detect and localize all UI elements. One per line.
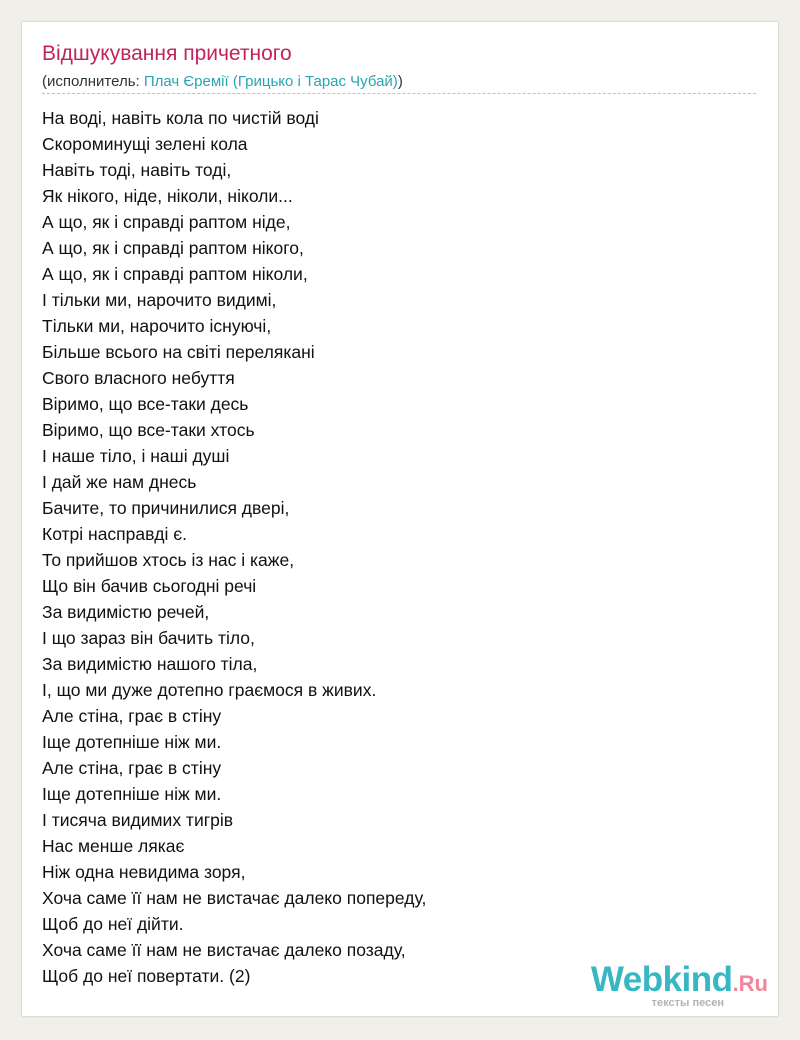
lyric-line: Хоча саме її нам не вистачає далеко позаду, (42, 940, 406, 960)
lyric-line: І що зараз він бачить тіло, (42, 628, 255, 648)
lyric-line: Тільки ми, нарочито існуючі, (42, 316, 272, 336)
lyric-line: Більше всього на світі перелякані (42, 342, 315, 362)
lyric-line: То прийшов хтось із нас і каже, (42, 550, 295, 570)
logo-tagline: тексты песен (651, 997, 724, 1009)
lyric-line: Бачите, то причинилися двері, (42, 498, 290, 518)
lyric-line: Щоб до неї дійти. (42, 914, 184, 934)
lyric-line: А що, як і справді раптом ніколи, (42, 264, 308, 284)
logo-tld: .Ru (732, 971, 768, 996)
lyric-line: І тільки ми, нарочито видимі, (42, 290, 277, 310)
lyric-line: Свого власного небуття (42, 368, 235, 388)
lyric-line: Ніж одна невидима зоря, (42, 862, 246, 882)
lyric-line: І, що ми дуже дотепно граємося в живих. (42, 680, 377, 700)
lyric-line: Іще дотепніше ніж ми. (42, 784, 222, 804)
lyric-line: Але стіна, грає в стіну (42, 758, 222, 778)
song-title: Відшукування причетного (42, 42, 292, 65)
artist-suffix: ) (397, 73, 403, 90)
artist-line (42, 73, 403, 90)
lyric-line: Скороминущі зелені кола (42, 134, 248, 154)
lyric-line: І наше тіло, і наші душі (42, 446, 230, 466)
site-logo[interactable] (570, 960, 770, 1010)
lyric-line: А що, як і справді раптом ніде, (42, 212, 291, 232)
lyric-line: І тисяча видимих тигрів (42, 810, 234, 830)
lyrics-card (22, 22, 778, 1016)
lyric-line: Віримо, що все-таки хтось (42, 420, 255, 440)
lyric-line: Що він бачив сьогодні речі (42, 576, 257, 596)
lyric-line: Хоча саме її нам не вистачає далеко попереду, (42, 888, 427, 908)
lyric-line: Віримо, що все-таки десь (42, 394, 249, 414)
lyric-line: Навіть тоді, навіть тоді, (42, 160, 232, 180)
lyric-line: За видимістю речей, (42, 602, 210, 622)
lyric-line: За видимістю нашого тіла, (42, 654, 258, 674)
lyric-line: Котрі насправді є. (42, 524, 187, 544)
lyric-line: Але стіна, грає в стіну (42, 706, 222, 726)
lyrics-body (42, 105, 426, 989)
divider (42, 93, 756, 94)
lyric-line: І дай же нам днесь (42, 472, 197, 492)
artist-link[interactable]: Плач Єремії (Грицько і Тарас Чубай) (143, 73, 398, 90)
lyric-line: Як нікого, ніде, ніколи, ніколи... (42, 186, 293, 206)
lyric-line: Нас менше лякає (42, 836, 185, 856)
artist-prefix: (исполнитель: (42, 73, 144, 90)
lyric-line: А що, як і справді раптом нікого, (42, 238, 304, 258)
lyric-line: Щоб до неї повертати. (2) (42, 966, 251, 986)
logo-word: Webkind (590, 960, 733, 999)
lyric-line: Іще дотепніше ніж ми. (42, 732, 222, 752)
logo-wordmark (591, 960, 768, 1000)
lyric-line: На воді, навіть кола по чистій воді (42, 108, 319, 128)
